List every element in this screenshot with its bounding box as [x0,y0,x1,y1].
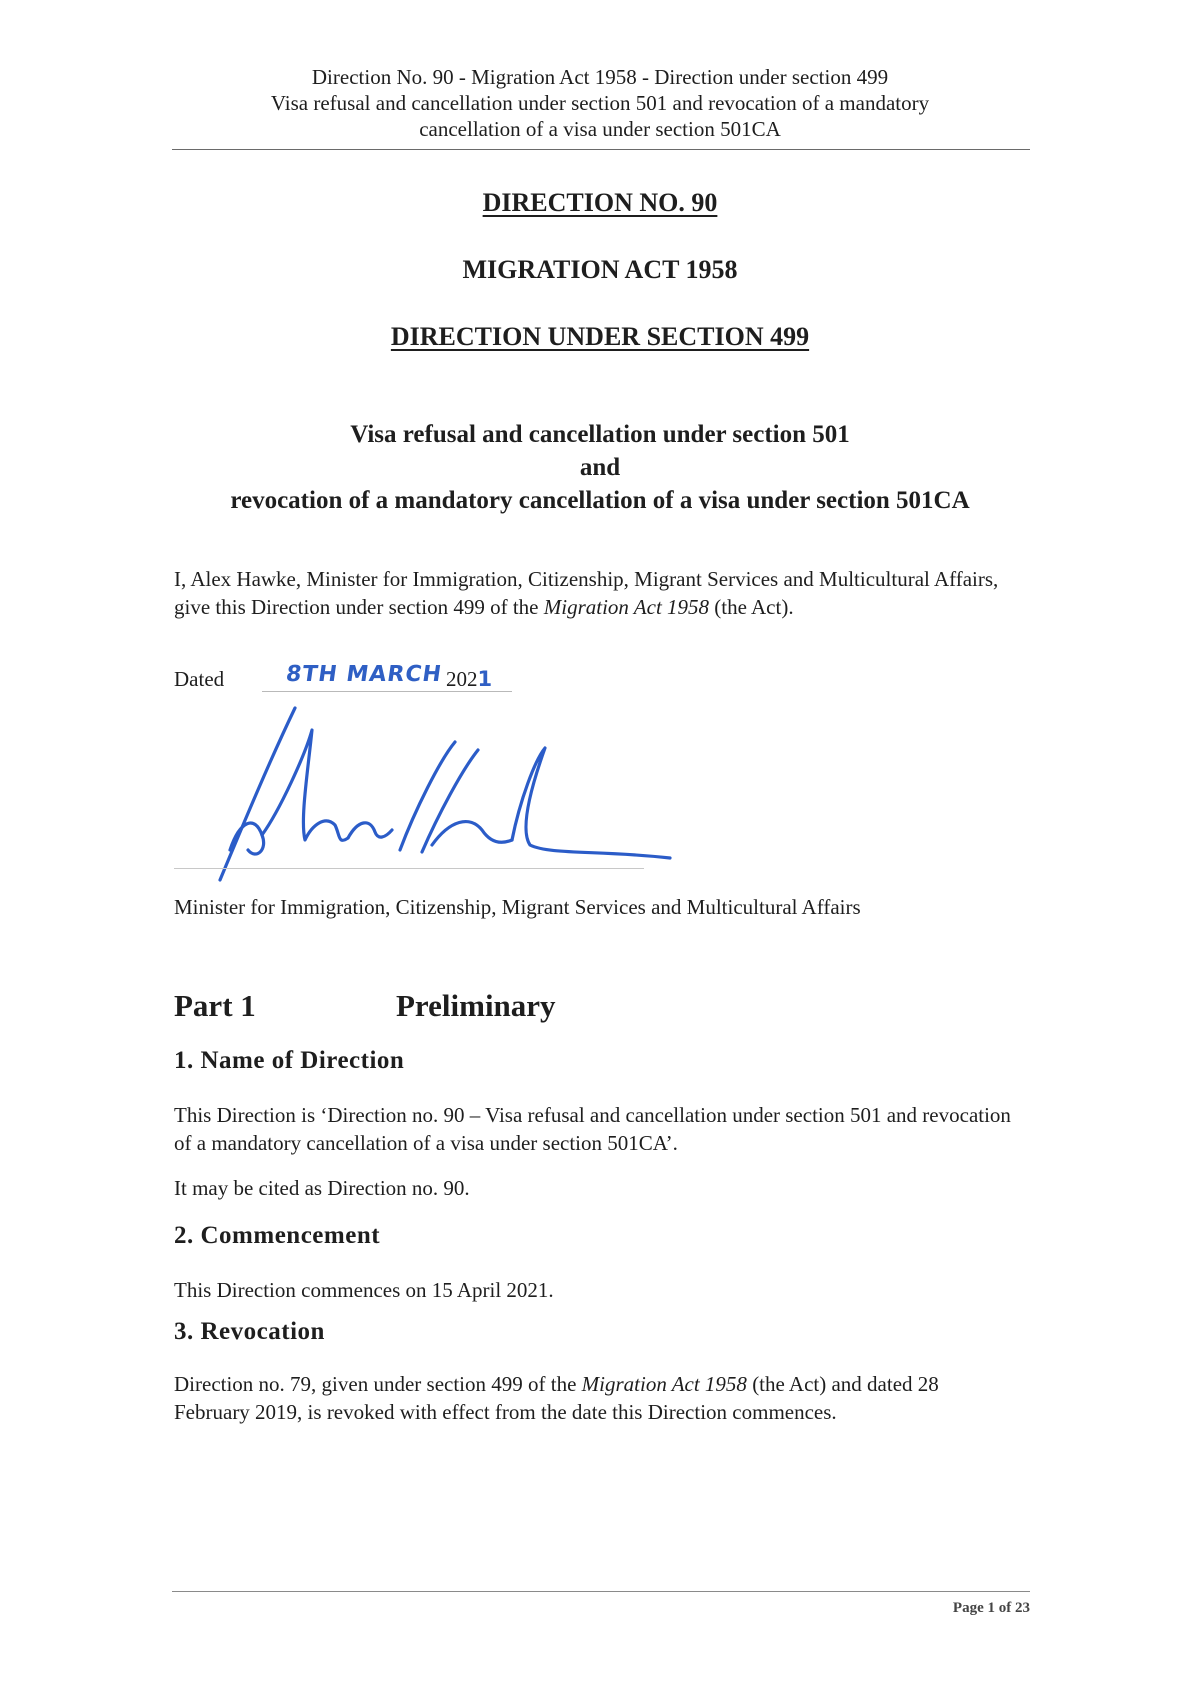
preamble-text-2: (the Act). [709,595,794,619]
section-1-paragraph-2: It may be cited as Direction no. 90. [174,1176,470,1200]
section-heading-revocation: 3. Revocation [174,1318,325,1345]
dated-label: Dated [174,667,225,691]
handwritten-date: 8TH MARCH [284,662,444,687]
subtitle-line-3: revocation of a mandatory cancellation of a visa under section 501CA [230,487,970,514]
direction-under-title: DIRECTION UNDER SECTION 499 [390,322,810,351]
section-1-paragraph-1: This Direction is ‘Direction no. 90 – Visa refusal and cancellation under section 501 and revocation of a mandatory cancellation of a visa under section 501CA’. [174,1103,1011,1155]
section-heading-name-of-direction: 1. Name of Direction [174,1047,405,1074]
subtitle-line-2: and [579,454,621,481]
running-header-line-2: Visa refusal and cancellation under section 501 and revocation of a mandatory [270,91,930,115]
preamble-text-1: I, Alex Hawke, Minister for Immigration, Citizenship, Migrant Services and Multicultural Affairs, give this Direction under section 499 of the [174,567,999,619]
date-year-handwritten: 1 [477,667,493,691]
direction-number-title: DIRECTION NO. 90 [482,188,718,217]
header-divider [172,149,1030,150]
act-title: MIGRATION ACT 1958 [462,255,738,284]
running-header [170,64,1030,142]
preamble-paragraph [174,565,1014,621]
running-header-line-3: cancellation of a visa under section 501CA [419,117,781,141]
date-underline [262,691,512,692]
section-3-paragraph-1 [174,1370,994,1426]
revocation-act-name: Migration Act 1958 [581,1372,747,1396]
date-year [446,667,492,692]
section-2-paragraph-1: This Direction commences on 15 April 2021. [174,1278,554,1302]
running-header-line-1: Direction No. 90 - Migration Act 1958 - Direction under section 499 [311,65,889,89]
part-number: Part 1 [174,988,256,1023]
subtitle-line-1: Visa refusal and cancellation under section 501 [350,421,850,448]
date-year-printed: 202 [446,667,478,691]
revocation-text-2: (the Act) and dated 28 February 2019, is revoked with effect from the date this Direction commences. [174,1372,939,1424]
page-number: Page 1 of 23 [952,1600,1030,1616]
minister-signature [200,700,680,890]
section-heading-commencement: 2. Commencement [174,1222,381,1249]
preamble-act-name: Migration Act 1958 [543,595,710,619]
signature-caption: Minister for Immigration, Citizenship, Migrant Services and Multicultural Affairs [174,895,861,919]
signature-line [174,868,644,869]
footer-divider [172,1591,1030,1592]
part-title: Preliminary [396,988,556,1023]
revocation-text-1: Direction no. 79, given under section 499 of the [174,1372,582,1396]
